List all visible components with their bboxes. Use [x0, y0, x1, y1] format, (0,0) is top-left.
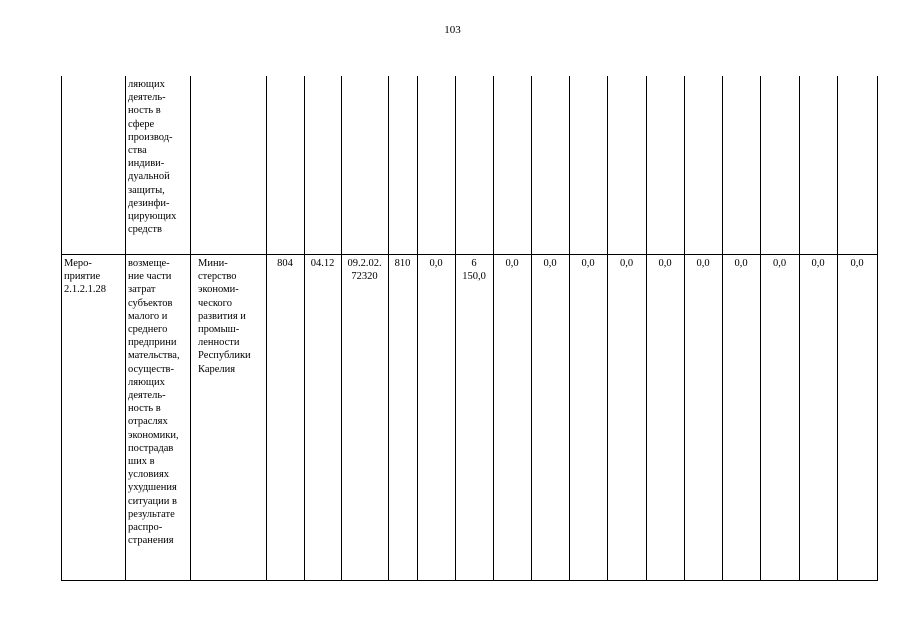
executor-cell: Мини- стерство экономи- ческого развития и промыш- ленности Республики Карелия	[198, 258, 251, 375]
value-cell: 0,0	[658, 258, 672, 269]
value-cell: 0,0	[696, 258, 710, 269]
value-cell: 6 150,0	[462, 258, 486, 283]
value-cell: 0,0	[581, 258, 595, 269]
column-border	[417, 76, 418, 581]
value-cell: 0,0	[811, 258, 825, 269]
column-border	[125, 76, 126, 581]
value-cell: 0,0	[505, 258, 519, 269]
description-cell: возмеще- ние части затрат субъектов малого и среднего предприни мательства, осуществ- ляющих деятель- ность в отраслях экономики, пострадав ших в условиях ухудшения ситуации в результате распро- странения	[128, 258, 180, 547]
column-border	[341, 76, 342, 581]
value-cell: 0,0	[772, 258, 787, 269]
grbs-cell: 804	[277, 258, 293, 269]
value-cell: 0,0	[429, 258, 443, 269]
status-cell: Меро- приятие 2.1.2.1.28	[64, 258, 106, 296]
vr-cell: 810	[394, 258, 411, 269]
column-border	[493, 76, 494, 581]
column-border	[799, 76, 800, 581]
column-border	[455, 76, 456, 581]
column-border	[569, 76, 570, 581]
column-border	[304, 76, 305, 581]
page-number: 103	[444, 24, 461, 36]
column-border	[607, 76, 608, 581]
value-cell: 0,0	[619, 258, 634, 269]
column-border	[531, 76, 532, 581]
column-border	[388, 76, 389, 581]
row-border	[61, 254, 878, 255]
column-border	[684, 76, 685, 581]
column-border	[266, 76, 267, 581]
value-cell: 0,0	[734, 258, 748, 269]
value-cell: 0,0	[850, 258, 864, 269]
value-cell: 0,0	[543, 258, 557, 269]
column-border	[722, 76, 723, 581]
rzpr-cell: 04.12	[310, 258, 335, 269]
description-cell-continued: ляющих деятель- ность в сфере производ- ства индиви- дуальной защиты, дезинфи- цирующих средств	[128, 79, 177, 236]
column-border	[837, 76, 838, 581]
column-border	[877, 76, 878, 581]
budget-table	[61, 76, 878, 581]
column-border	[646, 76, 647, 581]
row-border	[61, 580, 878, 581]
column-border	[61, 76, 62, 581]
csr-cell: 09.2.02. 72320	[347, 258, 382, 283]
column-border	[760, 76, 761, 581]
